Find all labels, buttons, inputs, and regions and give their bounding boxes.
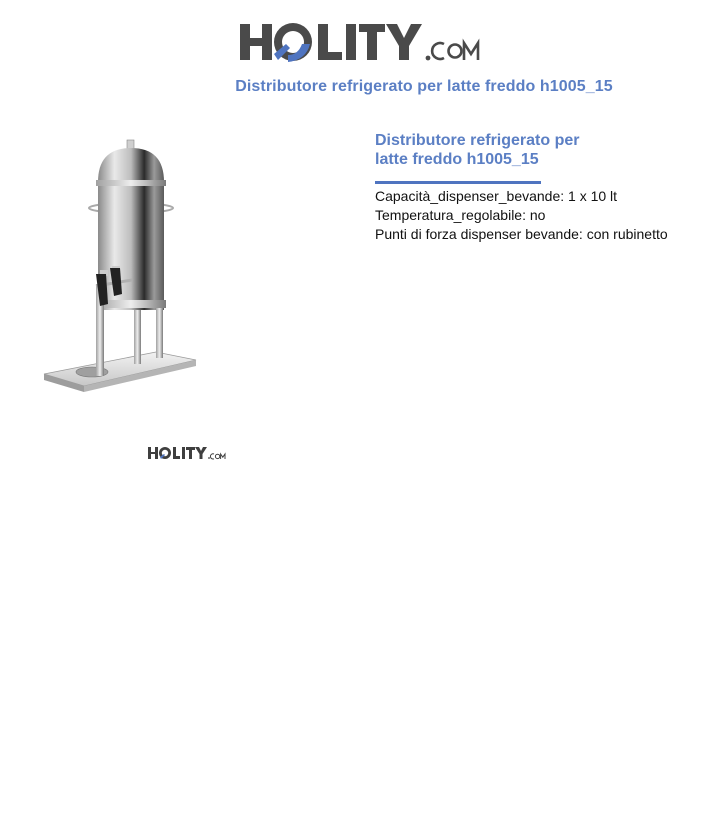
spec-item-temperature: Temperatura_regolabile: no: [375, 207, 546, 223]
holity-logo-graphic: [238, 10, 483, 70]
spec-item-capacity: Capacità_dispenser_bevande: 1 x 10 lt: [375, 188, 618, 204]
spec-list: [375, 187, 705, 244]
holity-logo-small-graphic: [147, 443, 227, 463]
product-name: [375, 131, 595, 169]
product-info: [375, 131, 705, 244]
product-name-line-1: Distributore refrigerato per: [375, 132, 580, 149]
page-title: Distributore refrigerato per latte freddo h1005_15: [235, 78, 613, 95]
holity-logo-small[interactable]: [147, 443, 227, 463]
spec-item-features: Punti di forza dispenser bevande: con rubinetto: [375, 226, 668, 242]
milk-dispenser-product-photo: [40, 134, 204, 400]
title-divider: [375, 181, 541, 184]
holity-logo[interactable]: [238, 10, 483, 70]
product-name-line-2: latte freddo h1005_15: [375, 151, 539, 168]
